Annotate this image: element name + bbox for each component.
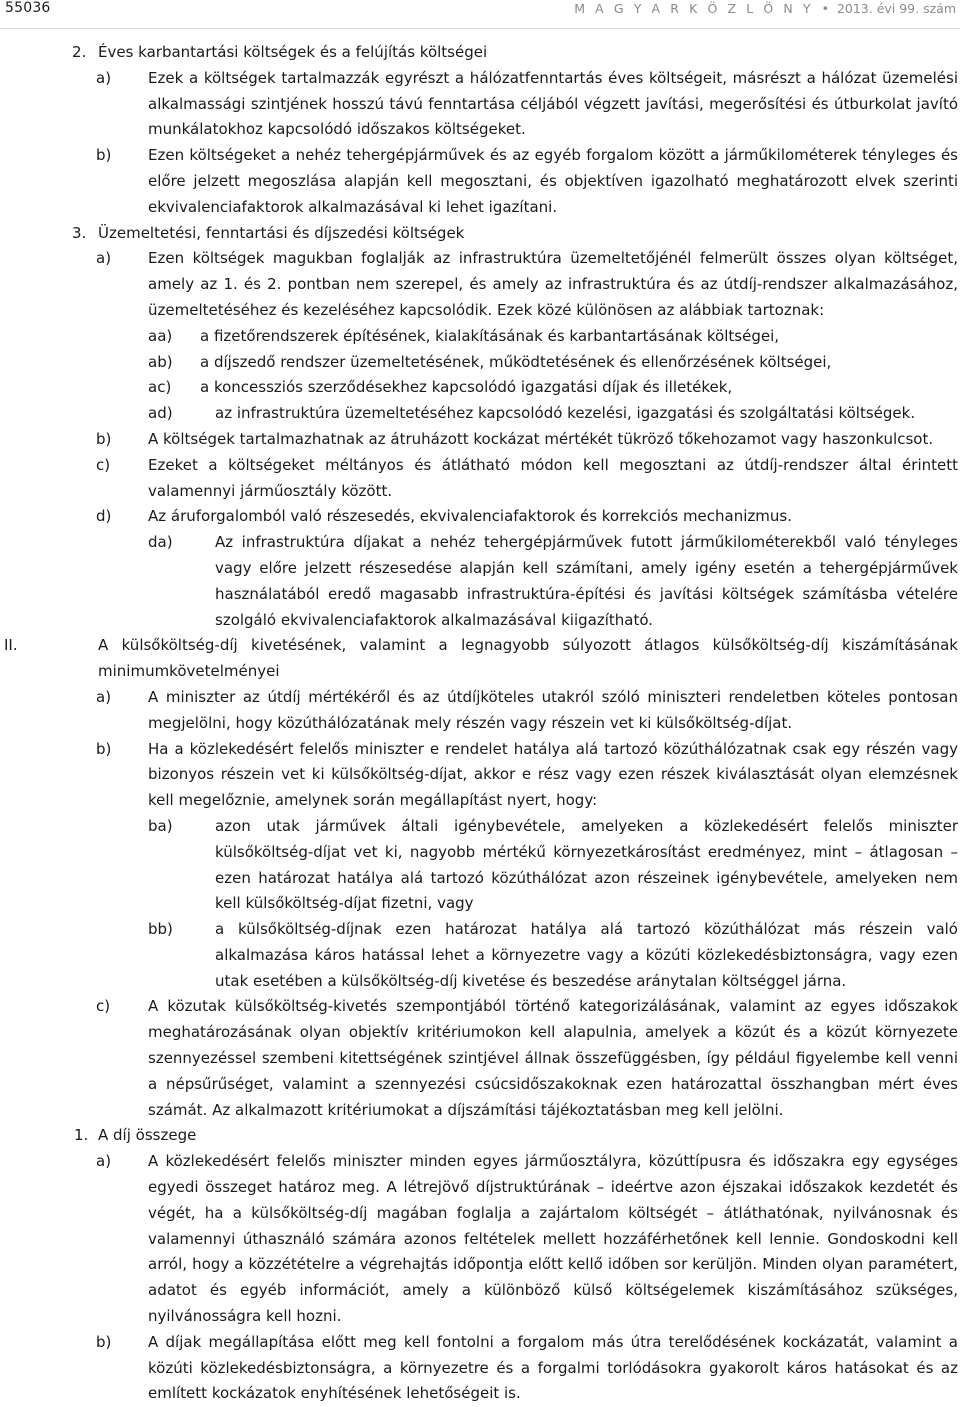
part-ii-item-ba: ba) azon utak járművek általi igénybevétele, amelyeken a közlekedésért felelős miniszter külsőköltség-díjat vet ki, nagyobb mértékű környezetkárosítást eredményez, mint – átlagosan – ezen határozat hatálya alá tartozó közúthálózat azon részeinek igénybevétele, amelyeken nem kell külsőköltség-díjat fizetni, vagy <box>148 816 958 913</box>
journal-title: M A G Y A R K Ö Z L Ö N Y <box>574 1 814 16</box>
part-ii-item-a: a) A miniszter az útdíj mértékéről és az útdíjköteles utakról szóló miniszteri rendeletben köteles pontosan megjelölni, hogy közúthálózatának mely részén vagy részein vet ki külsőköltség-díjat. <box>96 687 958 732</box>
document-body <box>0 40 960 1407</box>
section-2-heading: 2. Éves karbantartási költségek és a felújítás költségei <box>72 43 488 61</box>
header-bullet: • <box>821 1 829 16</box>
part-ii-section-1-heading: 1. A díj összege <box>74 1126 197 1145</box>
issue-label: 2013. évi 99. szám <box>836 1 956 16</box>
part-ii-item-bb: bb) a külsőköltség-díjnak ezen határozat hatálya alá tartozó közúthálózat más részein való alkalmazása káros hatással lehet a környezetre vagy a közúti közlekedésbiztonságra, vagy ezen utak esetében a külsőköltség-díj kivetése és beszedése aránytalan költséggel járna. <box>148 920 958 990</box>
part-ii-item-b: b) Ha a közlekedésért felelős miniszter e rendelet hatálya alá tartozó közúthálózatnak csak egy részén vagy bizonyos részein vet ki külsőköltség-díjat, akkor e rész vagy ezen részek kiválasztását olyan elemzésnek kell megelőznie, amelynek során megállapítást nyert, hogy: <box>96 739 958 810</box>
part-ii-section-1-item-b: b) A díjak megállapítása előtt meg kell fontolni a forgalom más útra terelődésének kockázatát, valamint a közúti közlekedésbiztonságra, a környezetre és a forgalmi torlódásokra gyakorolt káros hatásokat és az említett kockázatok enyhítésének lehetőségeit is. <box>96 1332 958 1403</box>
section-3-item-aa: aa) a fizetőrendszerek építésének, kialakításának és karbantartásának költségei, <box>148 326 780 345</box>
section-2-item-a: a) Ezek a költségek tartalmazzák egyrészt a hálózatfenntartás éves költségeit, másrészt a hálózat üzemelési alkalmassági szintjének hosszú távú fenntartása céljából végzett javítási, megerősítési és útburkolat javító munkálatokhoz kapcsolódó időszakos költségeket. <box>96 68 958 139</box>
running-header <box>574 1 956 16</box>
part-ii-item-c: c) A közutak külsőköltség-kivetés szempontjából történő kategorizálásának, valamint az egyes időszakok meghatározásának olyan objektív kritériumokon kell alapulnia, amelyek a közút és a közút környezete szennyezéssel szembeni kitettségének szintjével állnak összefüggésben, így például figyelembe kell venni a népsűrűséget, valamint a szennyezési csúcsidőszakoknak ezen határozattal összhangban mért éves számát. Az alkalmazott kritériumokat a díjszámítási tájékoztatásban meg kell jelölni. <box>96 997 958 1119</box>
section-3-heading: 3. Üzemeltetési, fenntartási és díjszedési költségek <box>72 223 465 242</box>
part-ii-section-1-item-a: a) A közlekedésért felelős miniszter minden egyes járműosztályra, közúttípusra és időszakra egy egységes egyedi összeget határoz meg. A létrejövő díjstruktúrának – ideértve azon éjszakai időszakok kezdetét és végét, ha a külsőköltség-díj magában foglalja a zajártalom költségét – átláthatónak, nyilvánosnak és valamennyi úthasználó számára azonos feltételek mellett hozzáférhetőnek kell lennie. Gondoskodni kell arról, hogy a közzétételre a végrehajtás időpontja előtt kellő időben sor kerüljön. Minden olyan paramétert, adatot és egyéb információt, amely a különböző külső költségelemek kiszámításához szükséges, nyilvánosságra kell hozni. <box>96 1152 958 1326</box>
section-3-item-d: d) Az áruforgalomból való részesedés, ekvivalenciafaktorok és korrekciós mechanizmus. <box>96 507 792 526</box>
section-3-item-ac: ac) a koncessziós szerződésekhez kapcsolódó igazgatási díjak és illetékek, <box>148 378 733 397</box>
section-2-item-b: b) Ezen költségeket a nehéz tehergépjárművek és az egyéb forgalom között a járműkilométerek tényleges és előre jelzett megoszlása alapján kell megosztani, és objektíven igazolható meghatározott elvek szerinti ekvivalenciafaktorok alkalmazásával ki lehet igazítani. <box>96 146 958 216</box>
section-3-item-ad: ad) az infrastruktúra üzemeltetéséhez kapcsolódó kezelési, igazgatási és szolgáltatási költségek. <box>148 404 916 423</box>
section-3-item-ab: ab) a díjszedő rendszer üzemeltetésének, működtetésének és ellenőrzésének költségei, <box>148 352 832 371</box>
page-number: 55036 <box>5 0 51 16</box>
section-3-item-b: b) A költségek tartalmazhatnak az átruházott kockázat mértékét tükröző tőkehozamot vagy haszonkulcsot. <box>96 429 934 448</box>
part-ii-heading: II. A külsőköltség-díj kivetésének, valamint a legnagyobb súlyozott átlagos külsőköltség-díj kiszámításának minimumkövetelményei <box>4 636 958 681</box>
section-3-item-c: c) Ezeket a költségeket méltányos és átlátható módon kell megosztani az útdíj-rendszer által érintett valamennyi járműosztály között. <box>96 455 958 500</box>
section-3-item-da: da) Az infrastruktúra díjakat a nehéz tehergépjárművek futott járműkilométerekből való tényleges vagy előre jelzett részesedése alapján kell számítani, amely igény esetén a tehergépjárművek használatából eredő magasabb infrastruktúra-építési és javítási költségek számításba vételére szolgáló ekvivalenciafaktorok alkalmazásával kiigazítható. <box>148 533 958 629</box>
header-divider <box>0 28 960 29</box>
section-3-item-a: a) Ezen költségek magukban foglalják az infrastruktúra üzemeltetőjénél felmerült összes olyan költséget, amely az 1. és 2. pontban nem szerepel, és amely az infrastruktúra és az útdíj-rendszer alkalmazásához, üzemeltetéséhez és kezeléséhez kapcsolódik. Ezek közé különösen az alábbiak tartoznak: <box>96 249 958 319</box>
